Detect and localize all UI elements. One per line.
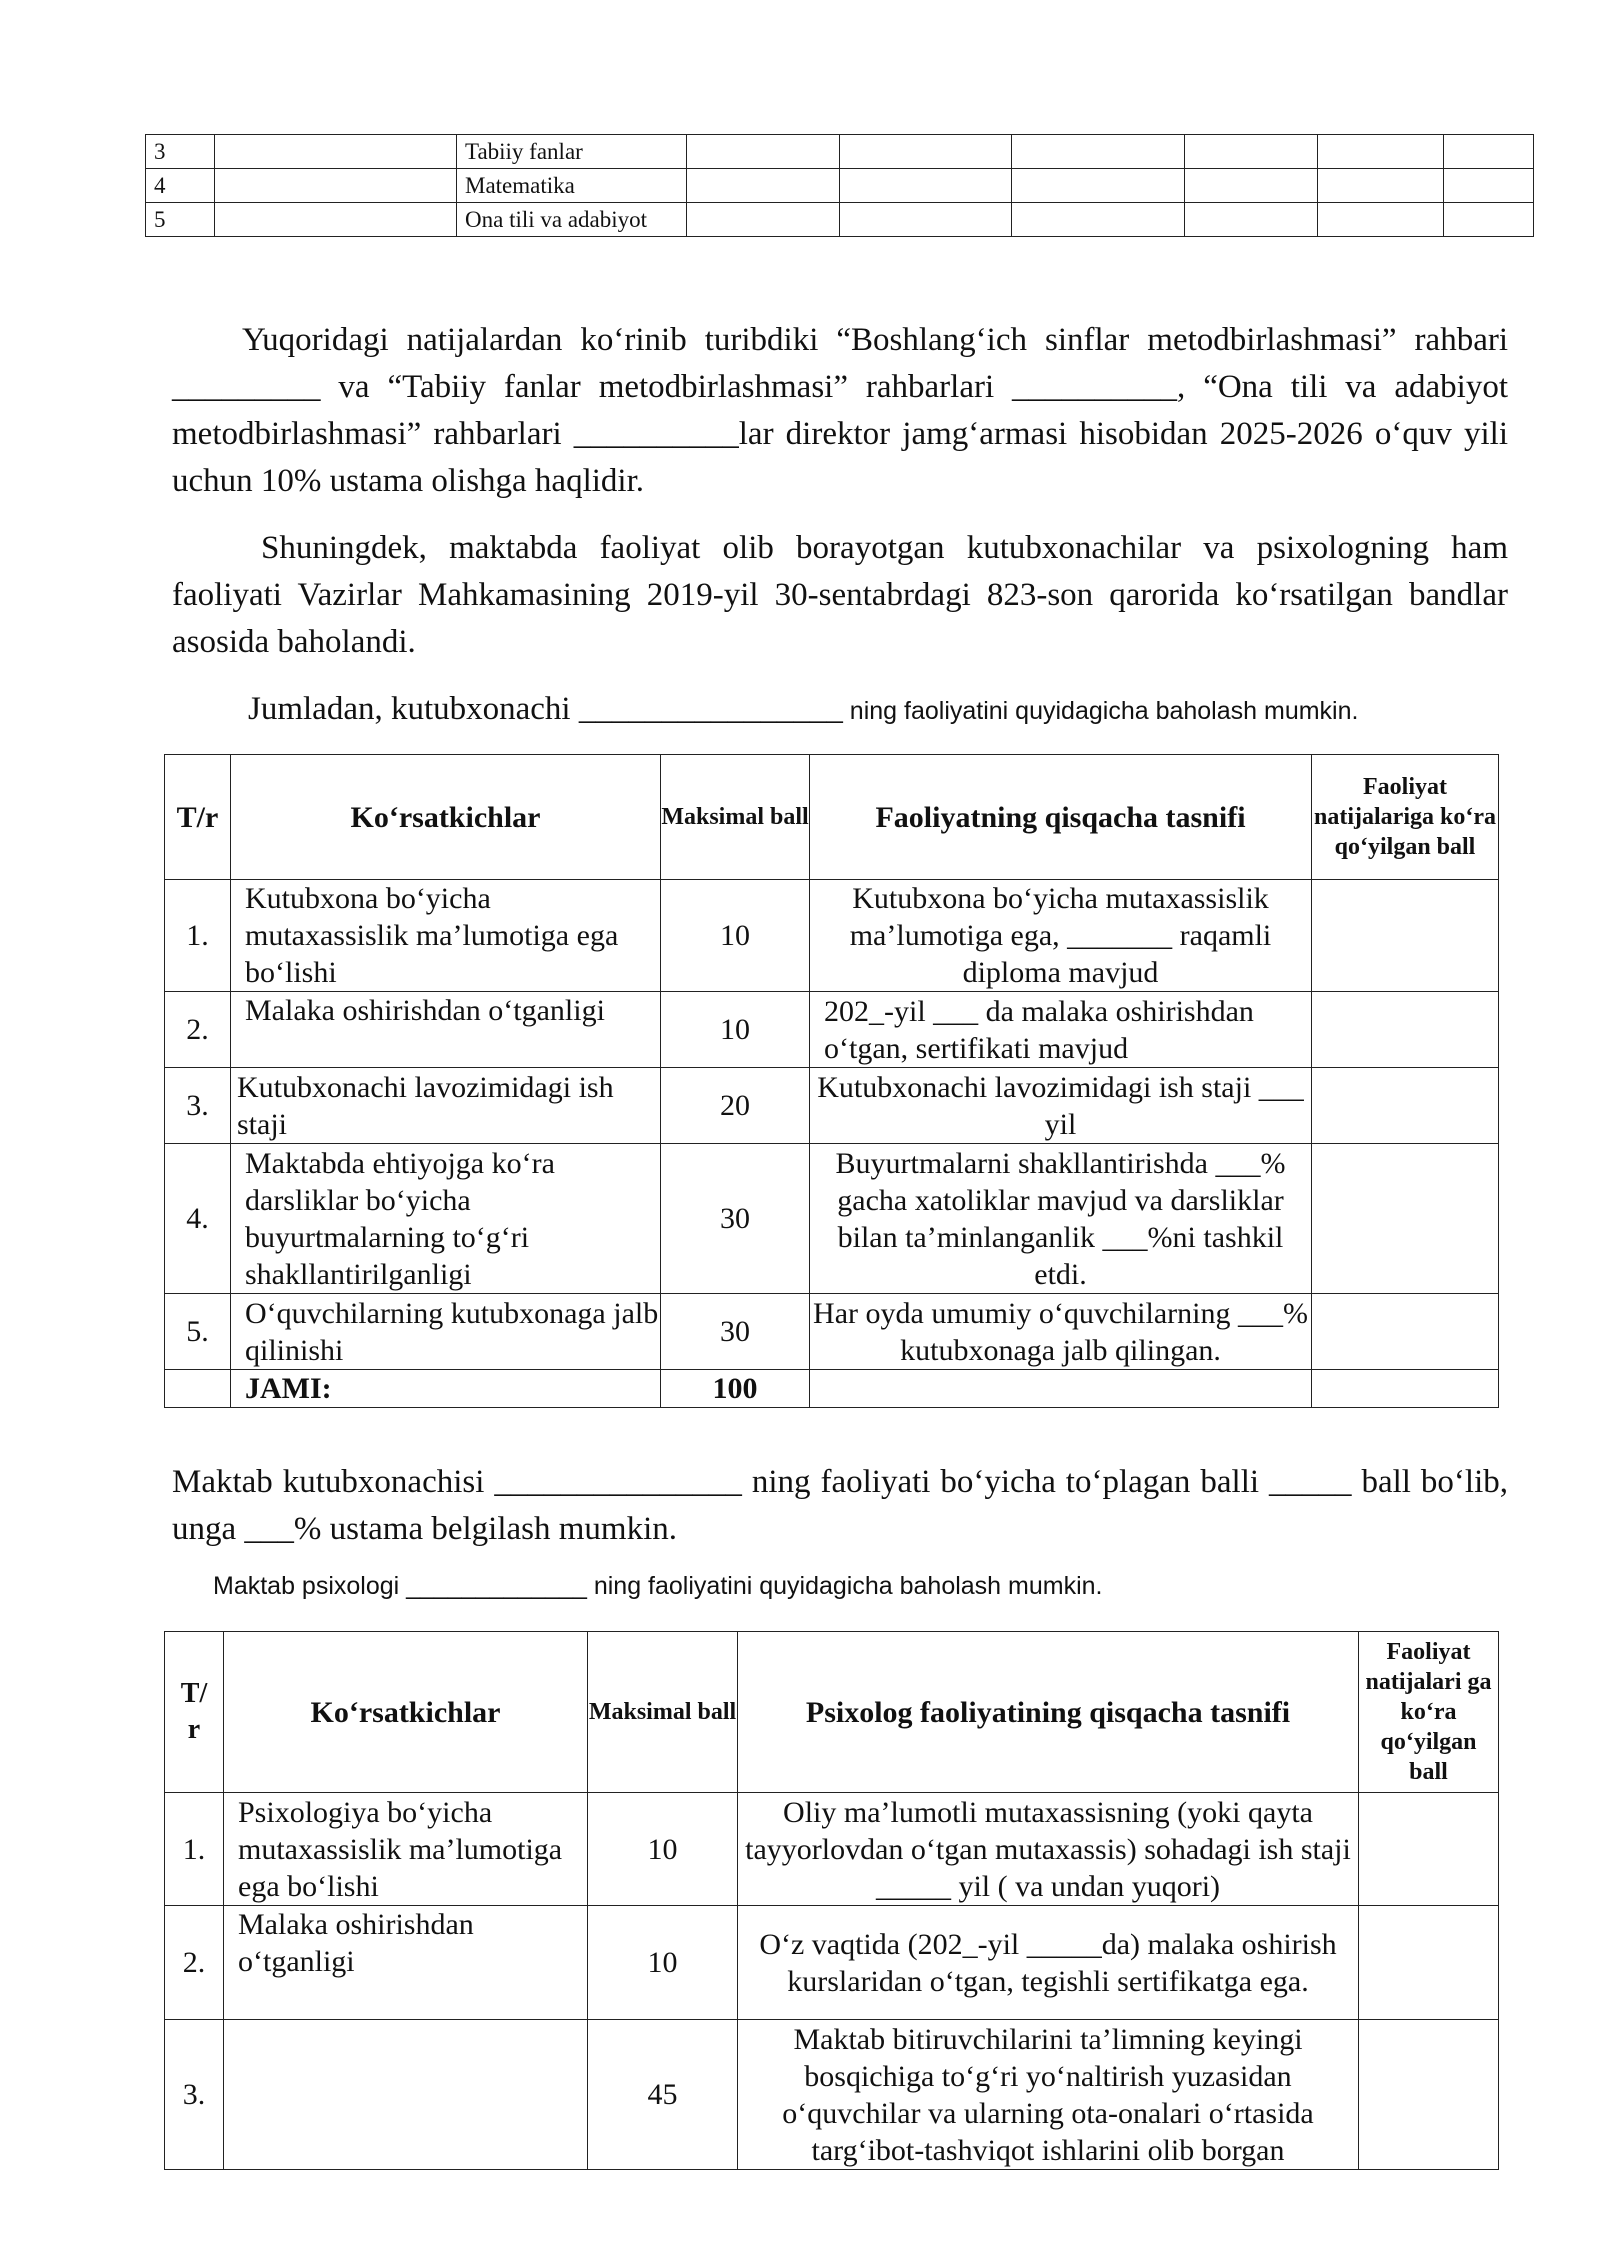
subject-name: Tabiiy fanlar [457,135,687,169]
description-cell: Oliy ma’lumotli mutaxassisning (yoki qayta tayyorlovdan o‘tgan mutaxassis) sohadagi ish staji _____ yil ( va undan yuqori) [738,1793,1359,1906]
description-cell: Kutubxonachi lavozimidagi ish staji ___ yil [810,1068,1312,1144]
librarian-evaluation-table [164,754,1499,1408]
table-row [165,1294,1499,1370]
score-input-cell[interactable] [1312,992,1499,1068]
max-score-cell: 10 [661,992,810,1068]
description-cell: Kutubxona bo‘yicha mutaxassislik ma’lumotiga ega, _______ raqamli diploma mavjud [810,880,1312,992]
paragraph-librarian-intro: Jumladan, kutubxonachi ________________ ning faoliyatini quyidagicha baholash mumkin. [248,691,1359,727]
score-input-cell[interactable] [1359,2020,1499,2170]
total-score-cell[interactable] [1312,1370,1499,1408]
indicator-cell: Malaka oshirishdan o‘tganligi [231,992,661,1068]
max-score-cell: 10 [661,880,810,992]
table-header-row [165,1632,1499,1793]
row-number: 4. [165,1144,231,1294]
row-number: 2. [165,992,231,1068]
score-input-cell[interactable] [1359,1906,1499,2020]
subjects-table [145,134,1534,237]
header-given-score: Faoliyat natijalariga ko‘ra qo‘yilgan ball [1312,755,1499,880]
description-cell: Har oyda umumiy o‘quvchilarning ___% kutubxonaga jalb qilingan. [810,1294,1312,1370]
row-number: 3. [165,1068,231,1144]
paragraph-librarian-result: Maktab kutubxonachisi _______________ ning faoliyati bo‘yicha to‘plagan balli _____ ball bo‘lib, unga ___% ustama belgilash mumkin. [172,1464,1508,1547]
description-cell: O‘z vaqtida (202_-yil _____da) malaka oshirish kurslaridan o‘tgan, tegishli sertifikatga ega. [738,1906,1359,2020]
header-description: Psixolog faoliyatining qisqacha tasnifi [738,1632,1359,1793]
table-row [146,203,1534,237]
description-cell: Maktab bitiruvchilarini ta’limning keyingi bosqichiga to‘g‘ri yo‘naltirish yuzasidan o‘quvchilar va ularning ota-onalari o‘rtasida targ‘ibot-tashviqot ishlarini olib borgan [738,2020,1359,2170]
row-number: 1. [165,880,231,992]
table-row [165,1906,1499,2020]
indicator-cell: Malaka oshirishdan o‘tganligi [224,1906,588,2020]
header-given-score: Faoliyat natijalari ga ko‘ra qo‘yilgan ball [1359,1632,1499,1793]
table-row [165,1068,1499,1144]
max-score-cell: 10 [588,1793,738,1906]
table-row [146,169,1534,203]
table-row [165,1144,1499,1294]
score-input-cell[interactable] [1312,880,1499,992]
paragraph-psychologist-intro: Maktab psixologi _____________ ning faoliyatini quyidagicha baholash mumkin. [213,1572,1103,1600]
table-header-row [165,755,1499,880]
header-indicators: Ko‘rsatkichlar [231,755,661,880]
subject-name: Matematika [457,169,687,203]
header-max-score: Maksimal ball [588,1632,738,1793]
subject-name: Ona tili va adabiyot [457,203,687,237]
max-score-cell: 20 [661,1068,810,1144]
score-input-cell[interactable] [1359,1793,1499,1906]
table-row [165,2020,1499,2170]
description-cell: 202_-yil ___ da malaka oshirishdan o‘tgan, sertifikati mavjud [810,992,1312,1068]
max-score-cell: 30 [661,1144,810,1294]
total-row [165,1370,1499,1408]
header-indicators: Ko‘rsatkichlar [224,1632,588,1793]
header-number: T/r [165,755,231,880]
score-input-cell[interactable] [1312,1294,1499,1370]
paragraph-results: Yuqoridagi natijalardan ko‘rinib turibdiki “Boshlang‘ich sinflar metodbirlashmasi” rahbari _________ va “Tabiiy fanlar metodbirlashmasi” rahbarlari __________, “Ona tili va adabiyot metodbirlashmasi” rahbarlari __________lar direktor jamg‘armasi hisobidan 2025-2026 o‘quv yili uchun 10% ustama olishga haqlidir. [172,322,1508,499]
total-value: 100 [661,1370,810,1408]
paragraph-evaluation: Shuningdek, maktabda faoliyat olib borayotgan kutubxonachilar va psixologning ham faoliyati Vazirlar Mahkamasining 2019-yil 30-sentabrdagi 823-son qarorida ko‘rsatilgan bandlar asosida baholandi. [172,530,1508,660]
psychologist-evaluation-table [164,1631,1499,2170]
table-row [146,135,1534,169]
row-number: 3. [165,2020,224,2170]
indicator-cell [224,2020,588,2170]
table-row [165,880,1499,992]
row-number: 4 [146,169,215,203]
total-label: JAMI: [231,1370,661,1408]
score-input-cell[interactable] [1312,1144,1499,1294]
indicator-cell: Kutubxonachi lavozimidagi ish staji [231,1068,661,1144]
score-input-cell[interactable] [1312,1068,1499,1144]
header-description: Faoliyatning qisqacha tasnifi [810,755,1312,880]
max-score-cell: 30 [661,1294,810,1370]
indicator-cell: Psixologiya bo‘yicha mutaxassislik ma’lumotiga ega bo‘lishi [224,1793,588,1906]
table-row [165,1793,1499,1906]
header-number: T/r [165,1632,224,1793]
row-number: 3 [146,135,215,169]
max-score-cell: 10 [588,1906,738,2020]
header-max-score: Maksimal ball [661,755,810,880]
row-number: 1. [165,1793,224,1906]
description-cell: Buyurtmalarni shakllantirishda ___% gacha xatoliklar mavjud va darsliklar bilan ta’minlanganlik ___%ni tashkil etdi. [810,1144,1312,1294]
indicator-cell: Kutubxona bo‘yicha mutaxassislik ma’lumotiga ega bo‘lishi [231,880,661,992]
row-number: 5. [165,1294,231,1370]
indicator-cell: O‘quvchilarning kutubxonaga jalb qilinishi [231,1294,661,1370]
table-row [165,992,1499,1068]
max-score-cell: 45 [588,2020,738,2170]
row-number: 5 [146,203,215,237]
indicator-cell: Maktabda ehtiyojga ko‘ra darsliklar bo‘yicha buyurtmalarning to‘g‘ri shakllantirilganligi [231,1144,661,1294]
row-number: 2. [165,1906,224,2020]
